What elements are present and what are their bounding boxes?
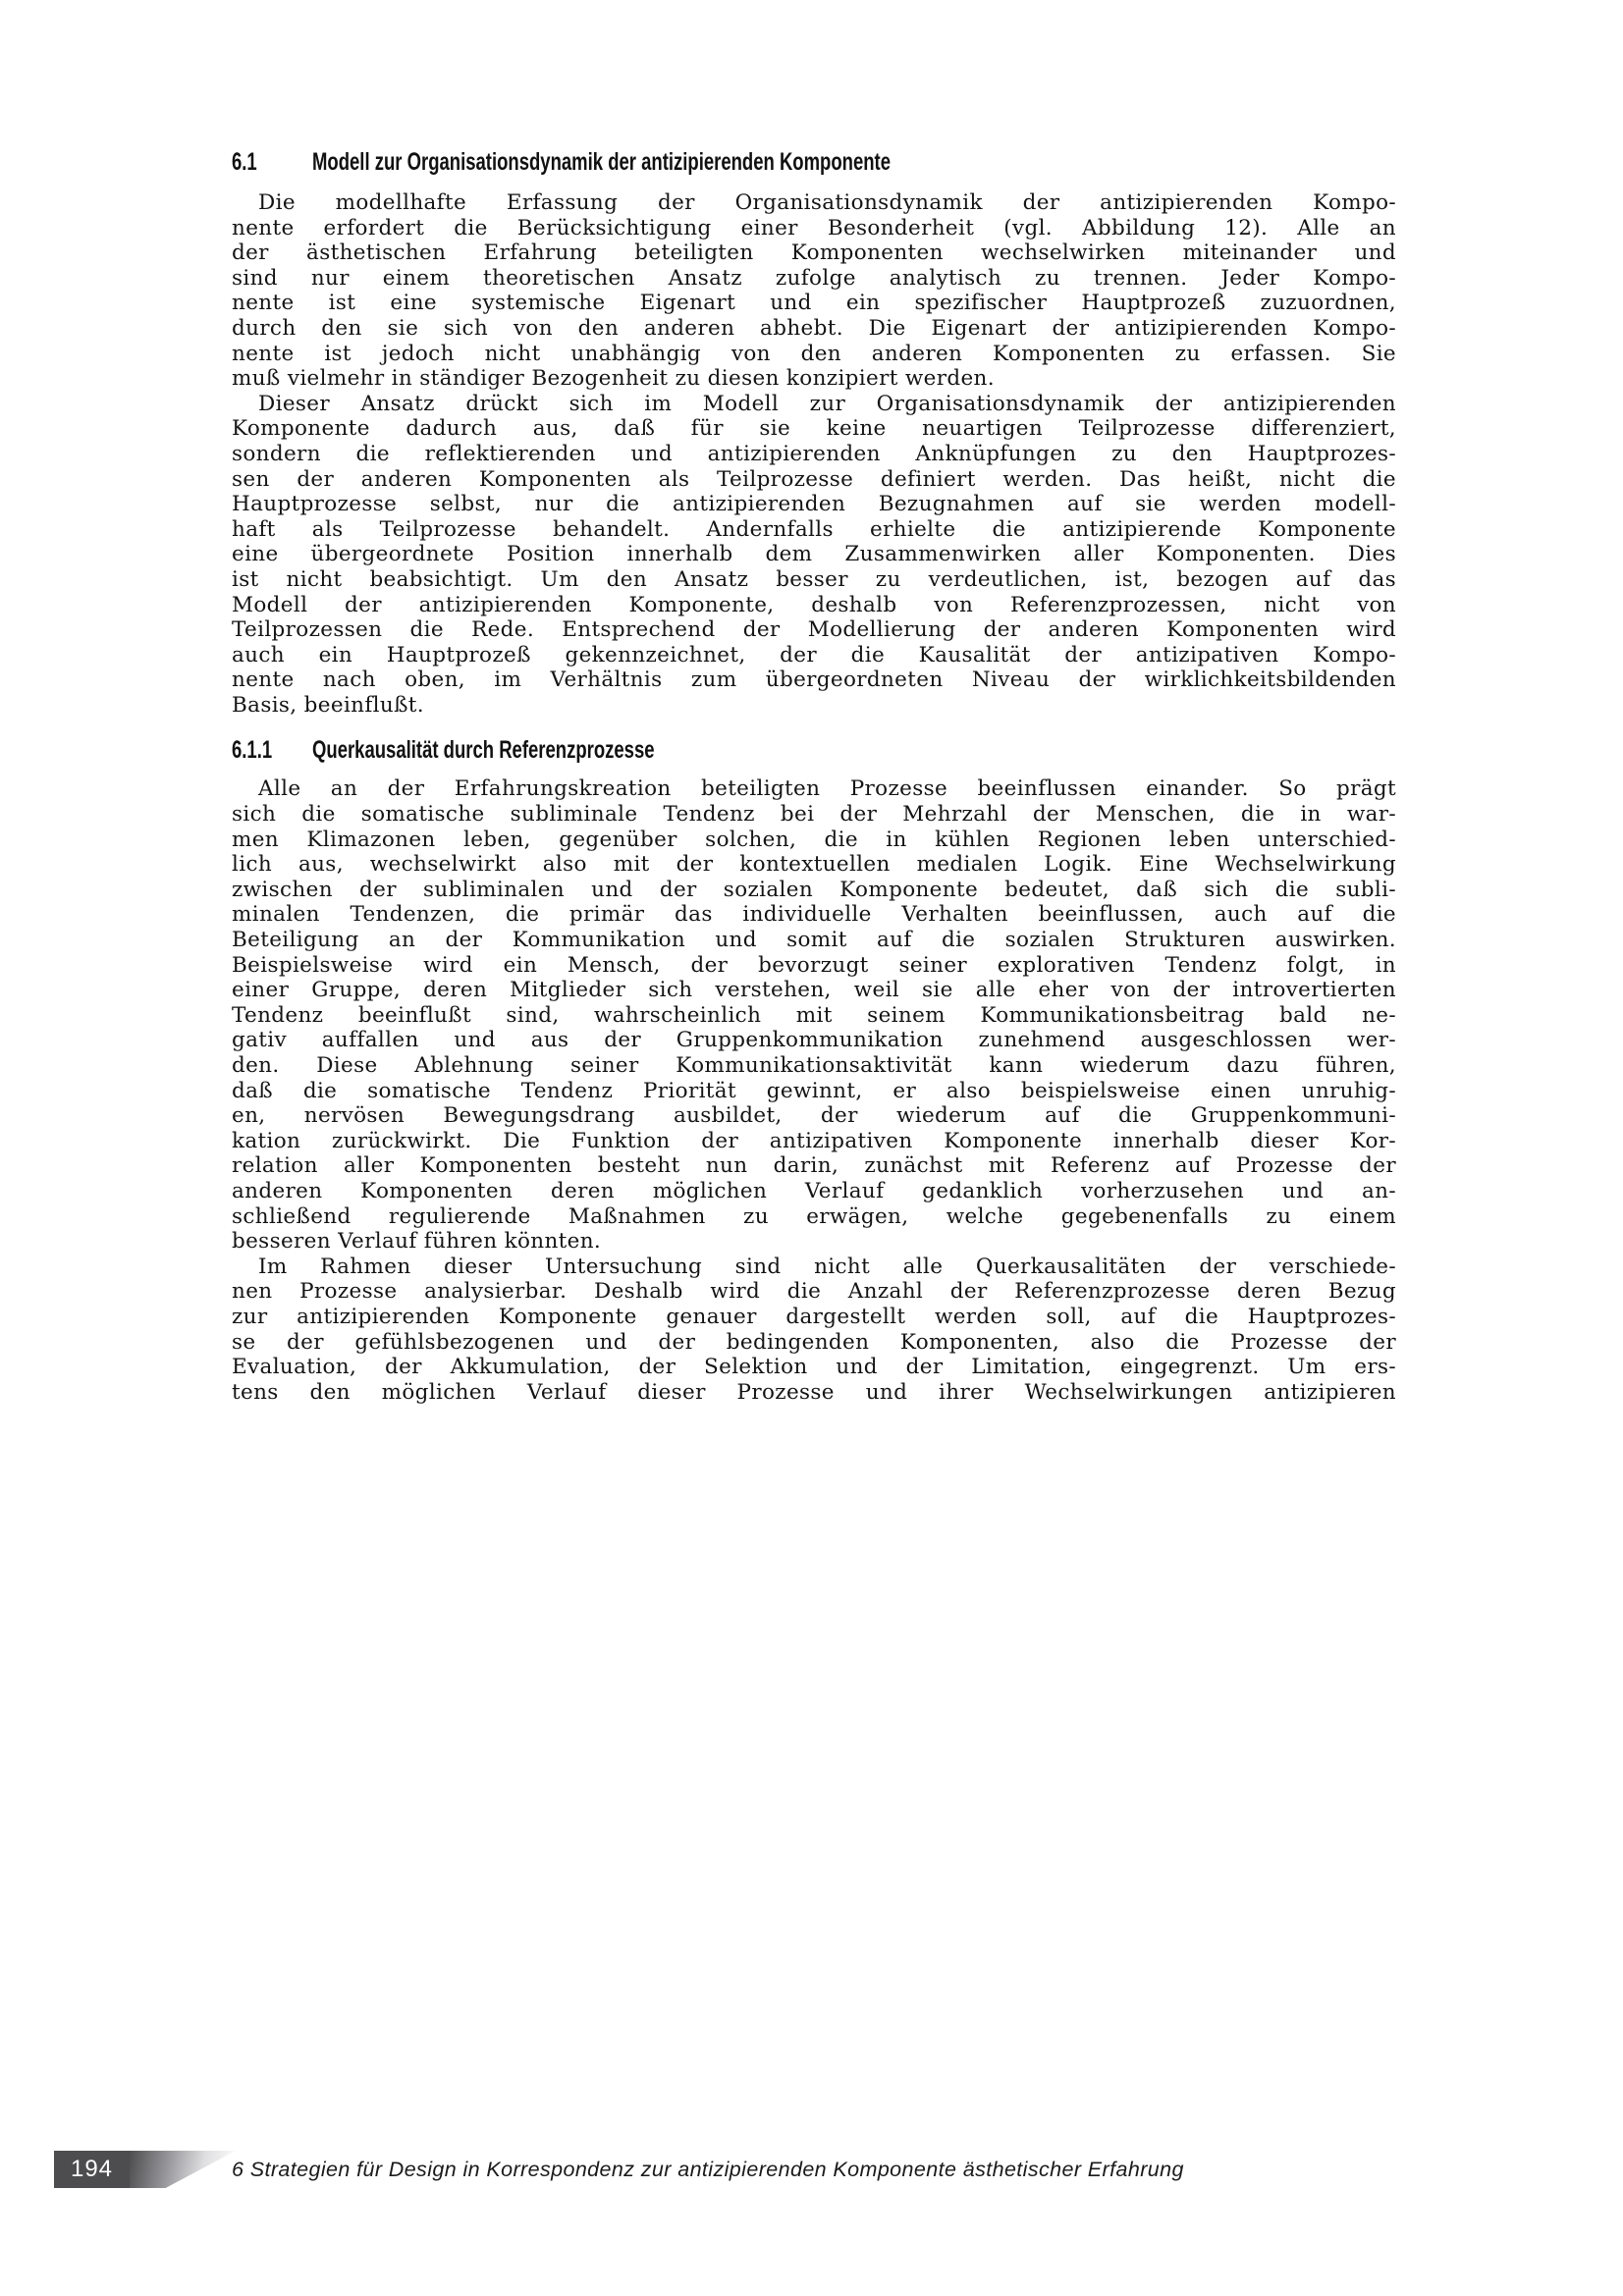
text-line: relation aller Komponenten besteht nun darin, zunächst mit Referenz auf Prozesse der: [232, 1153, 1396, 1179]
text-line: Teilprozessen die Rede. Entsprechend der Modellierung der anderen Komponenten wird: [232, 617, 1396, 643]
text-line: Komponente dadurch aus, daß für sie keine neuartigen Teilprozesse differenziert,: [232, 416, 1396, 442]
text-line: zwischen der subliminalen und der sozialen Komponente bedeutet, daß sich die subli-: [232, 877, 1396, 902]
page-number: 194: [70, 2156, 114, 2182]
page-number-box: [54, 2151, 130, 2188]
section-heading: [232, 147, 1396, 177]
section-number: 6.1: [232, 148, 257, 176]
subsection-number: 6.1.1: [232, 736, 273, 765]
text-line: besseren Verlauf führen könnten.: [232, 1229, 602, 1255]
text-line: durch den sie sich von den anderen abhebt. Die Eigenart der antizipierenden Kompo-: [232, 315, 1396, 341]
text-line: sind nur einem theoretischen Ansatz zufolge analytisch zu trennen. Jeder Kompo-: [232, 265, 1396, 291]
text-line: sich die somatische subliminale Tendenz bei der Mehrzahl der Menschen, die in war-: [232, 802, 1396, 828]
paragraph: [232, 190, 1396, 392]
text-line: nente ist jedoch nicht unabhängig von den anderen Komponenten zu erfassen. Sie: [232, 341, 1396, 366]
text-line: Modell der antizipierenden Komponente, deshalb von Referenzprozessen, nicht von: [232, 592, 1396, 617]
text-line: Dieser Ansatz drückt sich im Modell zur Organisationsdynamik der antizipierenden: [258, 391, 1396, 416]
text-line: haft als Teilprozesse behandelt. Andernfalls erhielte die antizipierende Komponente: [232, 516, 1396, 542]
text-line: Beispielsweise wird ein Mensch, der bevorzugt seiner explorativen Tendenz folgt, in: [232, 952, 1396, 978]
section-6-1: [232, 147, 1396, 718]
text-line: schließend regulierende Maßnahmen zu erwägen, welche gegebenenfalls zu einem: [232, 1203, 1396, 1229]
text-line: daß die somatische Tendenz Priorität gewinnt, er also beispielsweise einen unruhig-: [232, 1078, 1396, 1103]
text-line: Beteiligung an der Kommunikation und somit auf die sozialen Strukturen auswirken.: [232, 928, 1396, 953]
paragraph: [232, 392, 1396, 719]
section-6-1-1: [232, 735, 1396, 1405]
text-line: Hauptprozesse selbst, nur die antizipierenden Bezugnahmen auf sie werden modell-: [232, 492, 1396, 517]
text-line: Basis, beeinflußt.: [232, 692, 424, 718]
page-footer: [0, 2151, 1623, 2190]
text-line: tens den möglichen Verlauf dieser Prozesse und ihrer Wechselwirkungen antizipieren: [232, 1379, 1396, 1405]
text-line: nen Prozesse analysierbar. Deshalb wird die Anzahl der Referenzprozesse deren Bezug: [232, 1279, 1396, 1305]
text-line: gativ auffallen und aus der Gruppenkommunikation zunehmend ausgeschlossen wer-: [232, 1028, 1396, 1053]
text-column: [232, 147, 1396, 1405]
text-line: einer Gruppe, deren Mitglieder sich verstehen, weil sie alle eher von der introvertierten: [232, 978, 1396, 1003]
text-line: sondern die reflektierenden und antizipierenden Anknüpfungen zu den Hauptprozes-: [232, 441, 1396, 466]
section-title: Modell zur Organisationsdynamik der antizipierenden Komponente: [312, 148, 892, 176]
text-line: lich aus, wechselwirkt also mit der kontextuellen medialen Logik. Eine Wechselwirkung: [232, 852, 1396, 878]
text-line: Evaluation, der Akkumulation, der Selektion und der Limitation, eingegrenzt. Um ers-: [232, 1355, 1396, 1380]
text-line: Im Rahmen dieser Untersuchung sind nicht alle Querkausalitäten der verschiede-: [258, 1254, 1396, 1279]
footer-swoosh-decoration: [130, 2151, 236, 2188]
text-line: en, nervösen Bewegungsdrang ausbildet, der wiederum auf die Gruppenkommuni-: [232, 1103, 1396, 1129]
subsection-heading: [232, 735, 1396, 765]
text-line: kation zurückwirkt. Die Funktion der antizipativen Komponente innerhalb dieser Kor-: [232, 1128, 1396, 1153]
text-line: nente nach oben, im Verhältnis zum übergeordneten Niveau der wirklichkeitsbildenden: [232, 667, 1396, 693]
paragraph: [232, 1255, 1396, 1406]
text-line: auch ein Hauptprozeß gekennzeichnet, der die Kausalität der antizipativen Kompo-: [232, 642, 1396, 667]
text-line: ist nicht beabsichtigt. Um den Ansatz besser zu verdeutlichen, ist, bezogen auf das: [232, 566, 1396, 592]
text-line: Tendenz beeinflußt sind, wahrscheinlich mit seinem Kommunikationsbeitrag bald ne-: [232, 1002, 1396, 1028]
text-line: Alle an der Erfahrungskreation beteiligten Prozesse beeinflussen einander. So prägt: [258, 776, 1396, 802]
paragraph: [232, 776, 1396, 1254]
text-line: Die modellhafte Erfassung der Organisationsdynamik der antizipierenden Kompo-: [258, 190, 1396, 215]
text-line: zur antizipierenden Komponente genauer dargestellt werden soll, auf die Hauptprozes-: [232, 1304, 1396, 1329]
text-line: muß vielmehr in ständiger Bezogenheit zu diesen konzipiert werden.: [232, 366, 995, 392]
text-line: eine übergeordnete Position innerhalb dem Zusammenwirken aller Komponenten. Dies: [232, 542, 1396, 567]
text-line: anderen Komponenten deren möglichen Verlauf gedanklich vorherzusehen und an-: [232, 1178, 1396, 1203]
text-line: men Klimazonen leben, gegenüber solchen, die in kühlen Regionen leben unterschied-: [232, 827, 1396, 852]
text-line: den. Diese Ablehnung seiner Kommunikationsaktivität kann wiederum dazu führen,: [232, 1053, 1396, 1078]
subsection-title: Querkausalität durch Referenzprozesse: [312, 736, 655, 765]
text-line: nente ist eine systemische Eigenart und ein spezifischer Hauptprozeß zuzuordnen,: [232, 291, 1396, 316]
subsection-paragraphs: [232, 776, 1396, 1405]
text-line: sen der anderen Komponenten als Teilprozesse definiert werden. Das heißt, nicht die: [232, 466, 1396, 492]
text-line: minalen Tendenzen, die primär das individuelle Verhalten beeinflussen, auch auf die: [232, 902, 1396, 928]
section-paragraphs: [232, 190, 1396, 718]
running-footer-title: 6 Strategien für Design in Korrespondenz zur antizipierenden Komponente ästhetischer Erfahrung: [232, 2158, 1184, 2181]
text-line: der ästhetischen Erfahrung beteiligten Komponenten wechselwirken miteinander und: [232, 240, 1396, 266]
text-line: se der gefühlsbezogenen und der bedingenden Komponenten, also die Prozesse der: [232, 1329, 1396, 1355]
text-line: nente erfordert die Berücksichtigung einer Besonderheit (vgl. Abbildung 12). Alle an: [232, 215, 1396, 240]
